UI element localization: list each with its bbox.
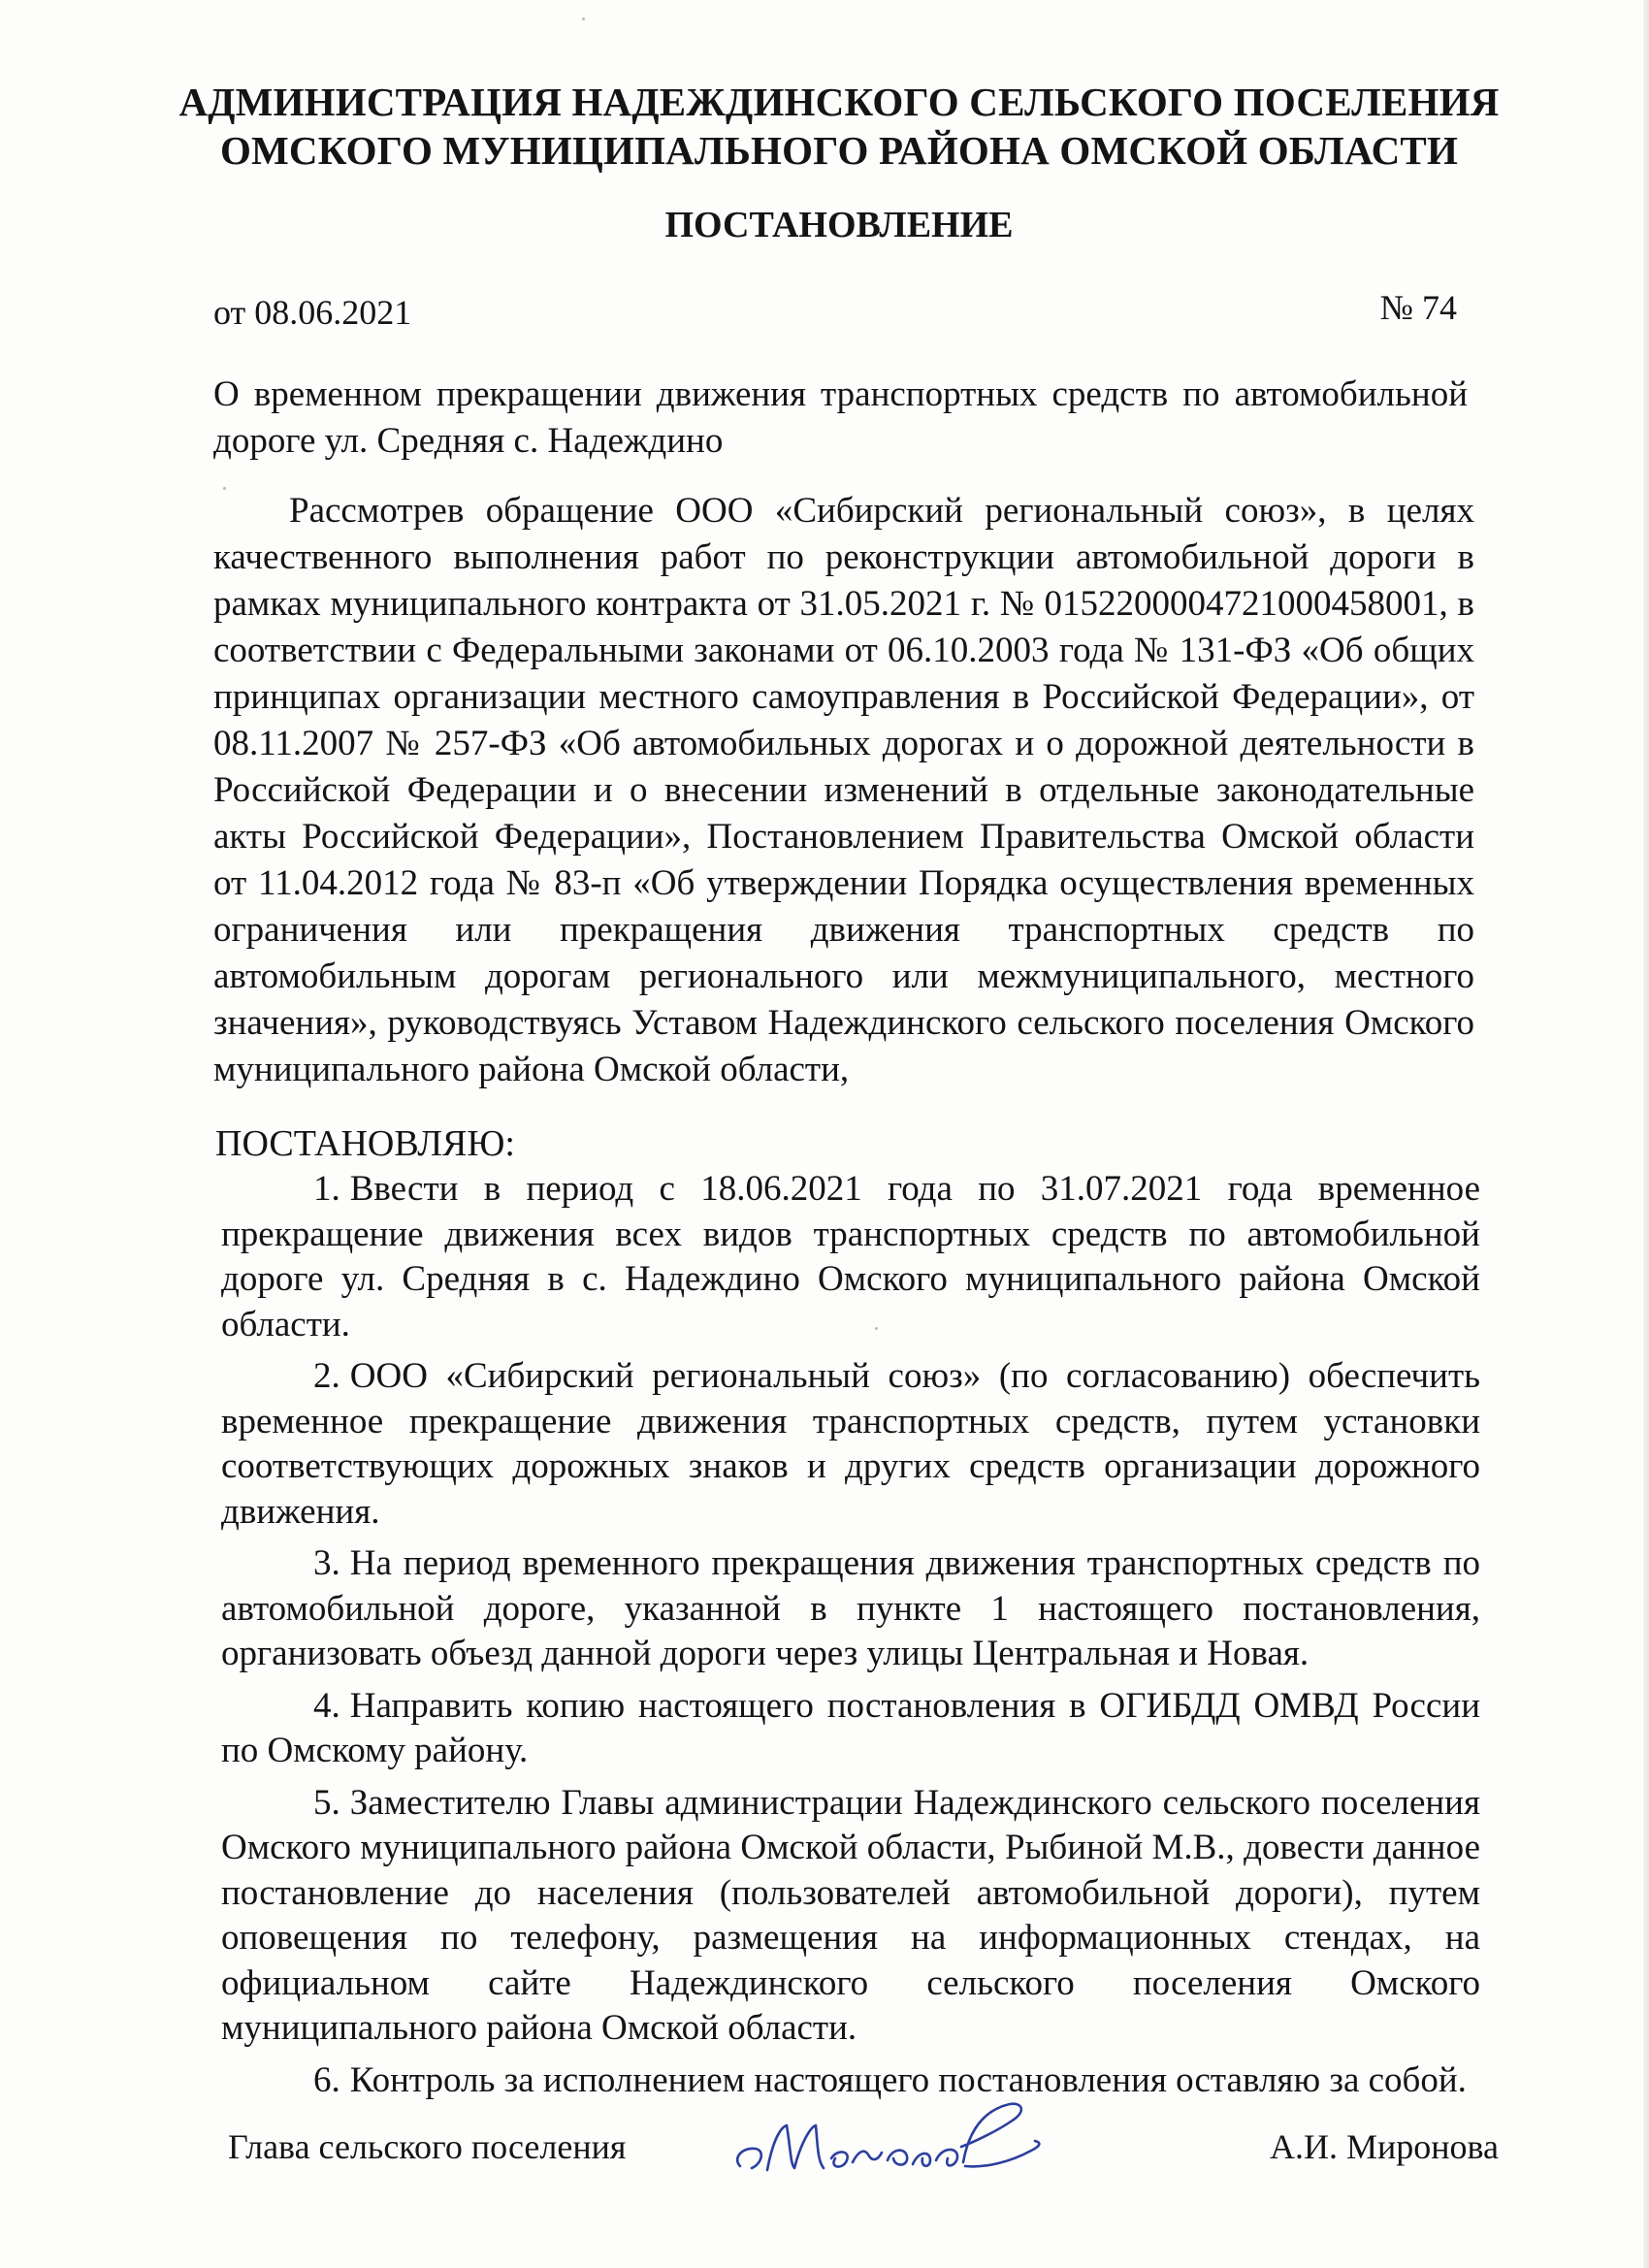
signatory-position: Глава сельского поселения: [228, 2127, 627, 2166]
decree-item: [221, 1167, 1480, 1347]
handwritten-signature: [723, 2090, 1052, 2197]
item-text: Заместителю Главы администрации Надеждинского сельского поселения Омского муниципального района Омской области, Рыбиной М.В., довести данное постановление до населения (пользователей автомобильной дороги), путем оповещения по телефону, размещения на информационных стендах, на официальном сайте Надеждинского сельского поселения Омского муниципального района Омской области.: [221, 1782, 1480, 2048]
document-type-title: ПОСТАНОВЛЕНИЕ: [664, 205, 1014, 245]
item-text: ООО «Сибирский региональный союз» (по согласованию) обеспечить временное прекращение движения транспортных средств, путем установки соответствующих дорожных знаков и других средств организации дорожного движения.: [221, 1356, 1480, 1532]
item-text: Ввести в период с 18.06.2021 года по 31.07.2021 года временное прекращение движения всех видов транспортных средств по автомобильной дороге ул. Средняя в с. Надеждино Омского муниципального района Омской области.: [221, 1169, 1480, 1345]
document-preamble: Рассмотрев обращение ООО «Сибирский региональный союз», в целях качественного выполнения работ по реконструкции автомобильной дороги в рамках муниципального контракта от 31.05.2021 г. № 0152200004721000458001, в соответствии с Федеральными законами от 06.10.2003 года № 131-ФЗ «Об общих принципах организации местного самоуправления в Российской Федерации», от 08.11.2007 № 257-ФЗ «Об автомобильных дорогах и о дорожной деятельности в Российской Федерации и о внесении изменений в отдельные законодательные акты Российской Федерации», Постановлением Правительства Омской области от 11.04.2012 года № 83-п «Об утверждении Порядка осуществления временных ограничения или прекращения движения транспортных средств по автомобильным дорогам регионального или межмуниципального, местного значения», руководствуясь Уставом Надеждинского сельского поселения Омского муниципального района Омской области,: [213, 491, 1474, 1089]
document-number: № 74: [1379, 288, 1457, 327]
decree-item: [221, 1781, 1480, 2052]
decree-item: [221, 1684, 1480, 1774]
page-edge-shadow: [1643, 0, 1649, 2268]
decree-item: [221, 1541, 1480, 1677]
item-text: На период временного прекращения движения транспортных средств по автомобильной дороге, указанной в пункте 1 настоящего постановления, организовать объезд данной дороги через улицы Центральная и Новая.: [221, 1543, 1480, 1673]
decree-item: [221, 1354, 1480, 1535]
document-date: от 08.06.2021: [213, 293, 412, 332]
item-text: Контроль за исполнением настоящего постановления оставляю за собой.: [349, 2059, 1467, 2100]
item-number: 3.: [313, 1543, 340, 1583]
item-number: 5.: [313, 1782, 340, 1823]
item-number: 1.: [313, 1169, 340, 1209]
scan-speck: [582, 17, 585, 20]
signature-block: [228, 2124, 1499, 2183]
document-subject: О временном прекращении движения транспортных средств по автомобильной дороге ул. Средняя с. Надеждино: [213, 374, 1468, 461]
decree-items: [221, 1167, 1480, 2110]
authority-line-1: АДМИНИСТРАЦИЯ НАДЕЖДИНСКОГО СЕЛЬСКОГО ПОСЕЛЕНИЯ: [178, 80, 1500, 124]
item-number: 4.: [313, 1685, 340, 1726]
item-number: 2.: [313, 1356, 340, 1396]
document-header: [146, 78, 1533, 175]
item-text: Направить копию настоящего постановления в ОГИБДД ОМВД России по Омскому району.: [221, 1685, 1480, 1770]
authority-line-2: ОМСКОГО МУНИЦИПАЛЬНОГО РАЙОНА ОМСКОЙ ОБЛАСТИ: [219, 128, 1459, 173]
decree-heading: ПОСТАНОВЛЯЮ:: [215, 1123, 515, 1164]
signatory-name: А.И. Миронова: [1269, 2127, 1499, 2166]
item-number: 6.: [313, 2059, 340, 2100]
